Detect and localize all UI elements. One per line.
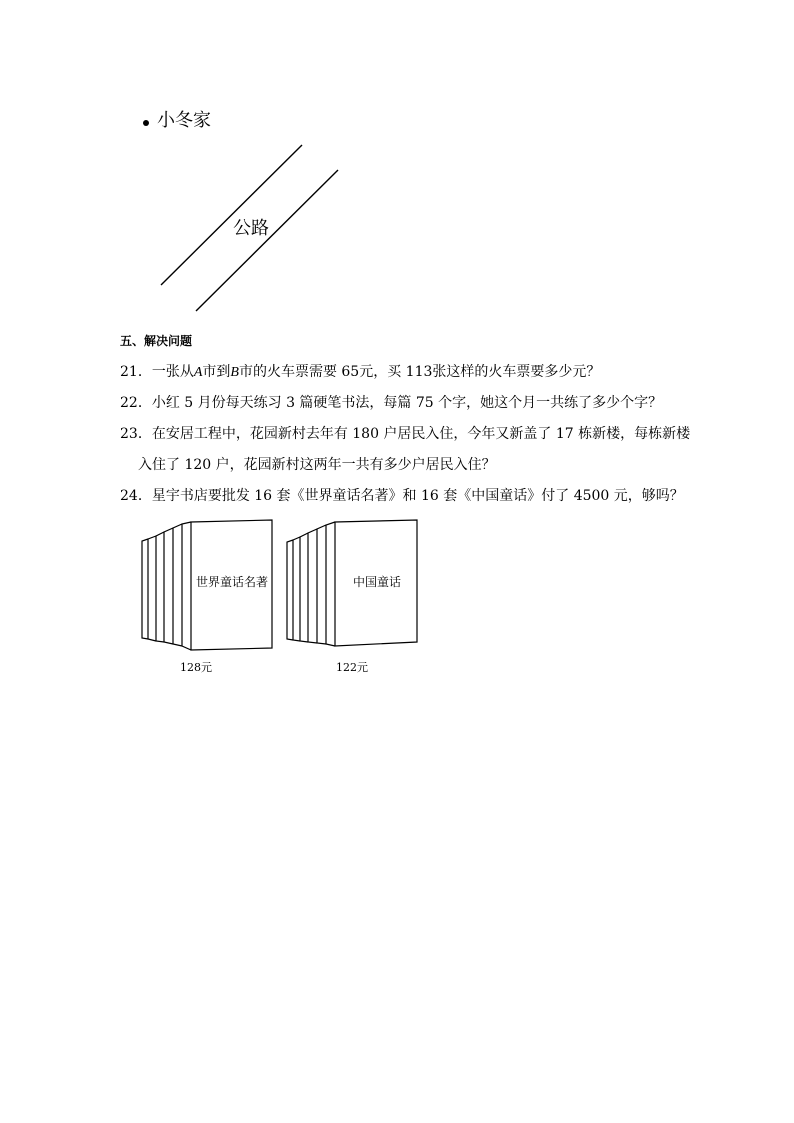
question-21-part2: 市到 bbox=[202, 364, 231, 380]
question-21 bbox=[120, 362, 600, 383]
question-21-part3: 市的火车票需要 65元，买 113张这样的火车票要多少元？ bbox=[238, 364, 601, 380]
section-title: 五、解决问题 bbox=[120, 334, 193, 348]
question-23-line2: 入住了 120 户，花园新村这两年一共有多少户居民入住？ bbox=[138, 457, 496, 473]
question-21-part1: 一张从 bbox=[151, 364, 194, 380]
road-lines bbox=[0, 0, 794, 340]
city-b: B bbox=[230, 365, 239, 380]
book-title-2: 中国童话 bbox=[353, 575, 402, 589]
book-price-1: 128元 bbox=[180, 661, 212, 674]
question-22: 22．小红 5 月份每天练习 3 篇硬笔书法，每篇 75 个字，她这个月一共练了多少个字？ bbox=[120, 395, 663, 411]
home-label: 小冬家 bbox=[157, 110, 211, 131]
question-23-line1: 23．在安居工程中，花园新村去年有 180 户居民入住，今年又新盖了 17 栋新楼，每栋新楼 bbox=[120, 426, 691, 442]
question-24: 24．星宇书店要批发 16 套《世界童话名著》和 16 套《中国童话》付了 4500 元，够吗？ bbox=[120, 488, 684, 504]
city-a: A bbox=[193, 365, 203, 380]
book-title-1: 世界童话名著 bbox=[196, 575, 269, 589]
book-price-2: 122元 bbox=[336, 661, 368, 674]
question-21-number: 21． bbox=[120, 364, 152, 380]
road-label: 公路 bbox=[233, 218, 269, 239]
